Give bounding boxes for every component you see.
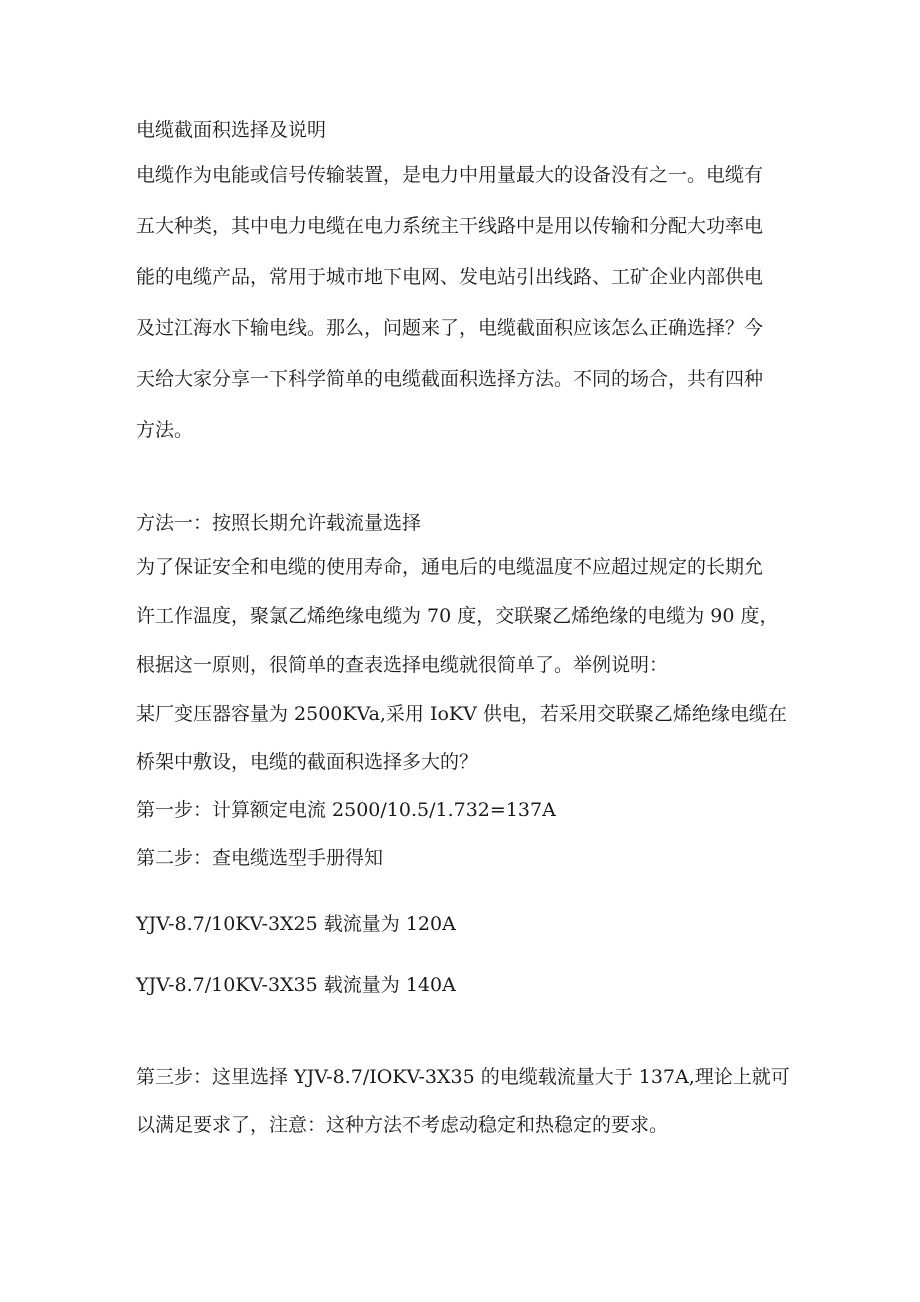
step3-paragraph xyxy=(136,1053,804,1149)
step2-text: 第二步：查电缆选型手册得知 xyxy=(136,847,384,869)
intro-line: 能的电缆产品，常用于城市地下电网、发电站引出线路、工矿企业内部供电 xyxy=(136,266,764,288)
principle-line: 为了保证安全和电缆的使用寿命，通电后的电缆温度不应超过规定的长期允 xyxy=(136,556,764,578)
example-line: 桥架中敷设，电缆的截面积选择多大的？ xyxy=(136,751,479,773)
intro-line: 电缆作为电能或信号传输装置，是电力中用量最大的设备没有之一。电缆有 xyxy=(136,164,764,186)
step3-line: 以满足要求了，注意：这种方法不考虑动稳定和热稳定的要求。 xyxy=(136,1114,669,1136)
intro-line: 五大种类，其中电力电缆在电力系统主干线路中是用以传输和分配大功率电 xyxy=(136,215,764,237)
intro-line: 及过江海水下输电线。那么，问题来了，电缆截面积应该怎么正确选择？今 xyxy=(136,317,764,339)
method1-principle-paragraph xyxy=(136,543,804,690)
example-line: 某厂变压器容量为 2500KVa,采用 IoKV 供电，若采用交联聚乙烯绝缘电缆在 xyxy=(136,703,787,725)
method1-heading: 方法一：按照长期允许载流量选择 xyxy=(136,512,422,534)
cable-spec-line: YJV-8.7/10KV-3X25 载流量为 120A xyxy=(136,913,456,935)
intro-line: 方法。 xyxy=(136,419,194,441)
intro-paragraph xyxy=(136,150,804,456)
step1-text: 第一步：计算额定电流 2500/10.5/1.732=137A xyxy=(136,799,556,821)
principle-line: 根据这一原则，很简单的查表选择电缆就很简单了。举例说明： xyxy=(136,654,669,676)
principle-line: 许工作温度，聚氯乙烯绝缘电缆为 70 度，交联聚乙烯绝缘的电缆为 90 度， xyxy=(136,605,779,627)
document-title: 电缆截面积选择及说明 xyxy=(136,119,327,141)
cable-spec-line: YJV-8.7/10KV-3X35 载流量为 140A xyxy=(136,974,456,996)
document-page xyxy=(136,110,804,1149)
step3-line: 第三步：这里选择 YJV-8.7/IOKV-3X35 的电缆载流量大于 137A,理论上就可 xyxy=(136,1066,790,1088)
intro-line: 天给大家分享一下科学简单的电缆截面积选择方法。不同的场合，共有四种 xyxy=(136,368,764,390)
method1-example-paragraph xyxy=(136,690,804,882)
